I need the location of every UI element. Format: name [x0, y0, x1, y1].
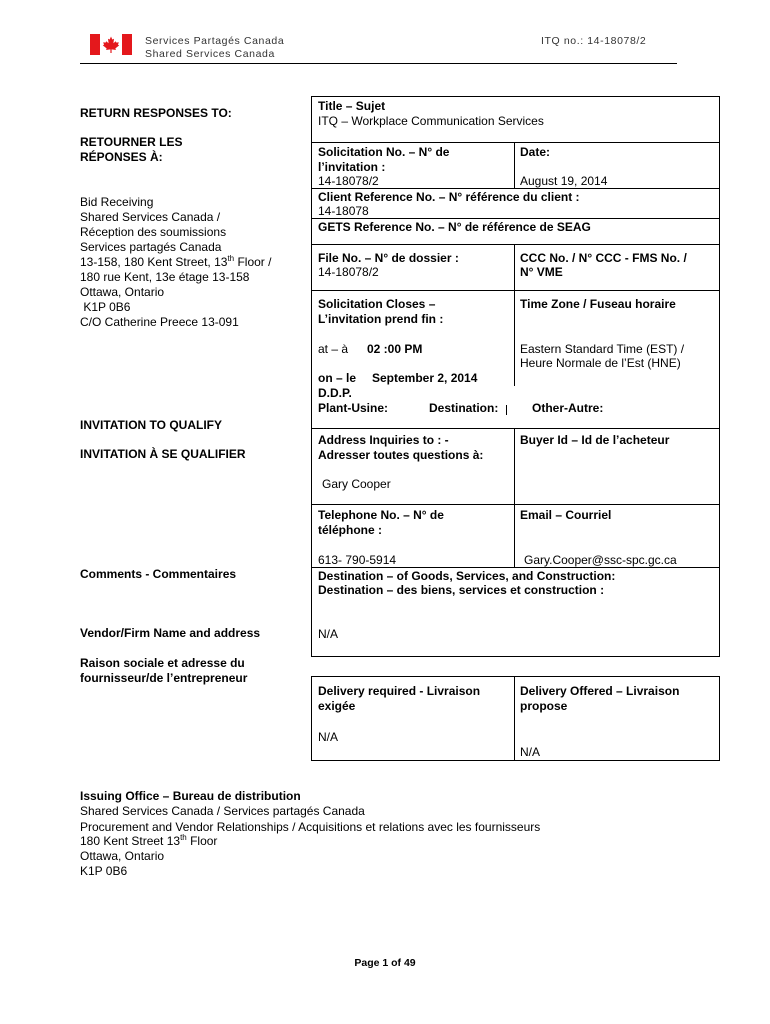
closes-label-2: L’invitation prend fin :	[318, 312, 444, 326]
divider	[311, 428, 720, 429]
solicitation-value: 14-18078/2	[318, 174, 379, 188]
raison-sociale-label-1: Raison sociale et adresse du	[80, 656, 245, 670]
canada-flag-icon	[90, 34, 132, 55]
delivery-required-value: N/A	[318, 730, 339, 744]
comments-label: Comments - Commentaires	[80, 567, 237, 581]
solicitation-label-2: l’invitation :	[318, 160, 386, 174]
inquiries-label-2: Adresser toutes questions à:	[318, 448, 484, 462]
header-rule	[80, 63, 677, 64]
telephone-label-2: téléphone :	[318, 523, 383, 537]
delivery-required-label-2: exigée	[318, 699, 356, 713]
ccc-label-2: N° VME	[520, 265, 563, 279]
solicitation-label: Solicitation No. – N° de	[318, 145, 450, 159]
delivery-offered-label: Delivery Offered – Livraison	[520, 684, 680, 698]
checkbox-mark	[506, 405, 507, 415]
address-line: Réception des soumissions	[80, 225, 227, 239]
telephone-value: 613- 790-5914	[318, 553, 397, 567]
org-name-fr: Services Partagés Canada	[145, 35, 285, 47]
issuing-line: K1P 0B6	[80, 864, 128, 878]
telephone-label: Telephone No. – N° de	[318, 508, 444, 522]
delivery-offered-value: N/A	[520, 745, 541, 759]
divider	[514, 676, 515, 761]
file-no-label: File No. – N° de dossier :	[318, 251, 459, 265]
address-line: Shared Services Canada /	[80, 210, 221, 224]
date-value: August 19, 2014	[520, 174, 608, 188]
address-line: C/O Catherine Preece 13-091	[80, 315, 239, 329]
timezone-label: Time Zone / Fuseau horaire	[520, 297, 676, 311]
address-line: 180 rue Kent, 13e étage 13-158	[80, 270, 250, 284]
closing-date: September 2, 2014	[372, 371, 478, 385]
invitation-to-qualify: INVITATION TO QUALIFY	[80, 418, 222, 432]
gets-ref-label: GETS Reference No. – N° de référence de SEAG	[318, 220, 591, 234]
delivery-required-label: Delivery required - Livraison	[318, 684, 481, 698]
plant-label: Plant-Usine:	[318, 401, 389, 415]
address-line: Ottawa, Ontario	[80, 285, 165, 299]
issuing-line: Procurement and Vendor Relationships / Acquisitions et relations avec les fournisseurs	[80, 820, 541, 834]
address-line: K1P 0B6	[80, 300, 131, 314]
divider	[514, 244, 515, 386]
timezone-value: Eastern Standard Time (EST) /	[520, 342, 685, 356]
ddp-label: D.D.P.	[318, 386, 352, 400]
email-value: Gary.Cooper@ssc-spc.gc.ca	[524, 553, 677, 567]
at-label: at – à	[318, 342, 349, 356]
divider	[514, 142, 515, 188]
destination-goods-label: Destination – of Goods, Services, and Construction:	[318, 569, 616, 583]
delivery-offered-label-2: propose	[520, 699, 568, 713]
destination-label: Destination:	[429, 401, 499, 415]
raison-sociale-label-2: fournisseur/de l’entrepreneur	[80, 671, 248, 685]
divider	[311, 218, 720, 219]
return-responses-heading: RETURN RESPONSES TO:	[80, 106, 232, 120]
closing-time: 02 :00 PM	[367, 342, 423, 356]
issuing-line: 180 Kent Street 13th Floor	[80, 833, 218, 848]
org-name-en: Shared Services Canada	[145, 48, 275, 60]
date-label: Date:	[520, 145, 551, 159]
email-label: Email – Courriel	[520, 508, 612, 522]
inquiries-label: Address Inquiries to : -	[318, 433, 449, 447]
closes-label: Solicitation Closes –	[318, 297, 436, 311]
ccc-label: CCC No. / N° CCC - FMS No. /	[520, 251, 687, 265]
page-number: Page 1 of 49	[354, 957, 416, 969]
itq-number: ITQ no.: 14-18078/2	[541, 35, 647, 47]
title-value: ITQ – Workplace Communication Services	[318, 114, 544, 128]
issuing-line: Ottawa, Ontario	[80, 849, 165, 863]
timezone-value-2: Heure Normale de l’Est (HNE)	[520, 356, 681, 370]
destination-goods-label-2: Destination – des biens, services et construction :	[318, 583, 605, 597]
issuing-office-heading: Issuing Office – Bureau de distribution	[80, 789, 301, 803]
client-ref-label: Client Reference No. – N° référence du client :	[318, 190, 580, 204]
divider	[311, 244, 720, 245]
title-label: Title – Sujet	[318, 99, 386, 113]
vendor-name-label: Vendor/Firm Name and address	[80, 626, 261, 640]
destination-value: N/A	[318, 627, 339, 641]
other-label: Other-Autre:	[532, 401, 604, 415]
address-line: Services partagés Canada	[80, 240, 222, 254]
bid-receiving: Bid Receiving	[80, 195, 154, 209]
retourner-heading-2: RÉPONSES À:	[80, 150, 163, 164]
invitation-se-qualifier: INVITATION À SE QUALIFIER	[80, 447, 246, 461]
divider	[311, 504, 720, 505]
divider	[311, 290, 720, 291]
address-line: 13-158, 180 Kent Street, 13th Floor /	[80, 254, 272, 269]
issuing-line: Shared Services Canada / Services partagés Canada	[80, 804, 365, 818]
client-ref-value: 14-18078	[318, 204, 369, 218]
retourner-heading-1: RETOURNER LES	[80, 135, 183, 149]
on-label: on – le	[318, 371, 357, 385]
contact-name: Gary Cooper	[322, 477, 391, 491]
divider	[514, 428, 515, 568]
buyer-id-label: Buyer Id – Id de l’acheteur	[520, 433, 670, 447]
divider	[311, 142, 720, 143]
file-no-value: 14-18078/2	[318, 265, 379, 279]
